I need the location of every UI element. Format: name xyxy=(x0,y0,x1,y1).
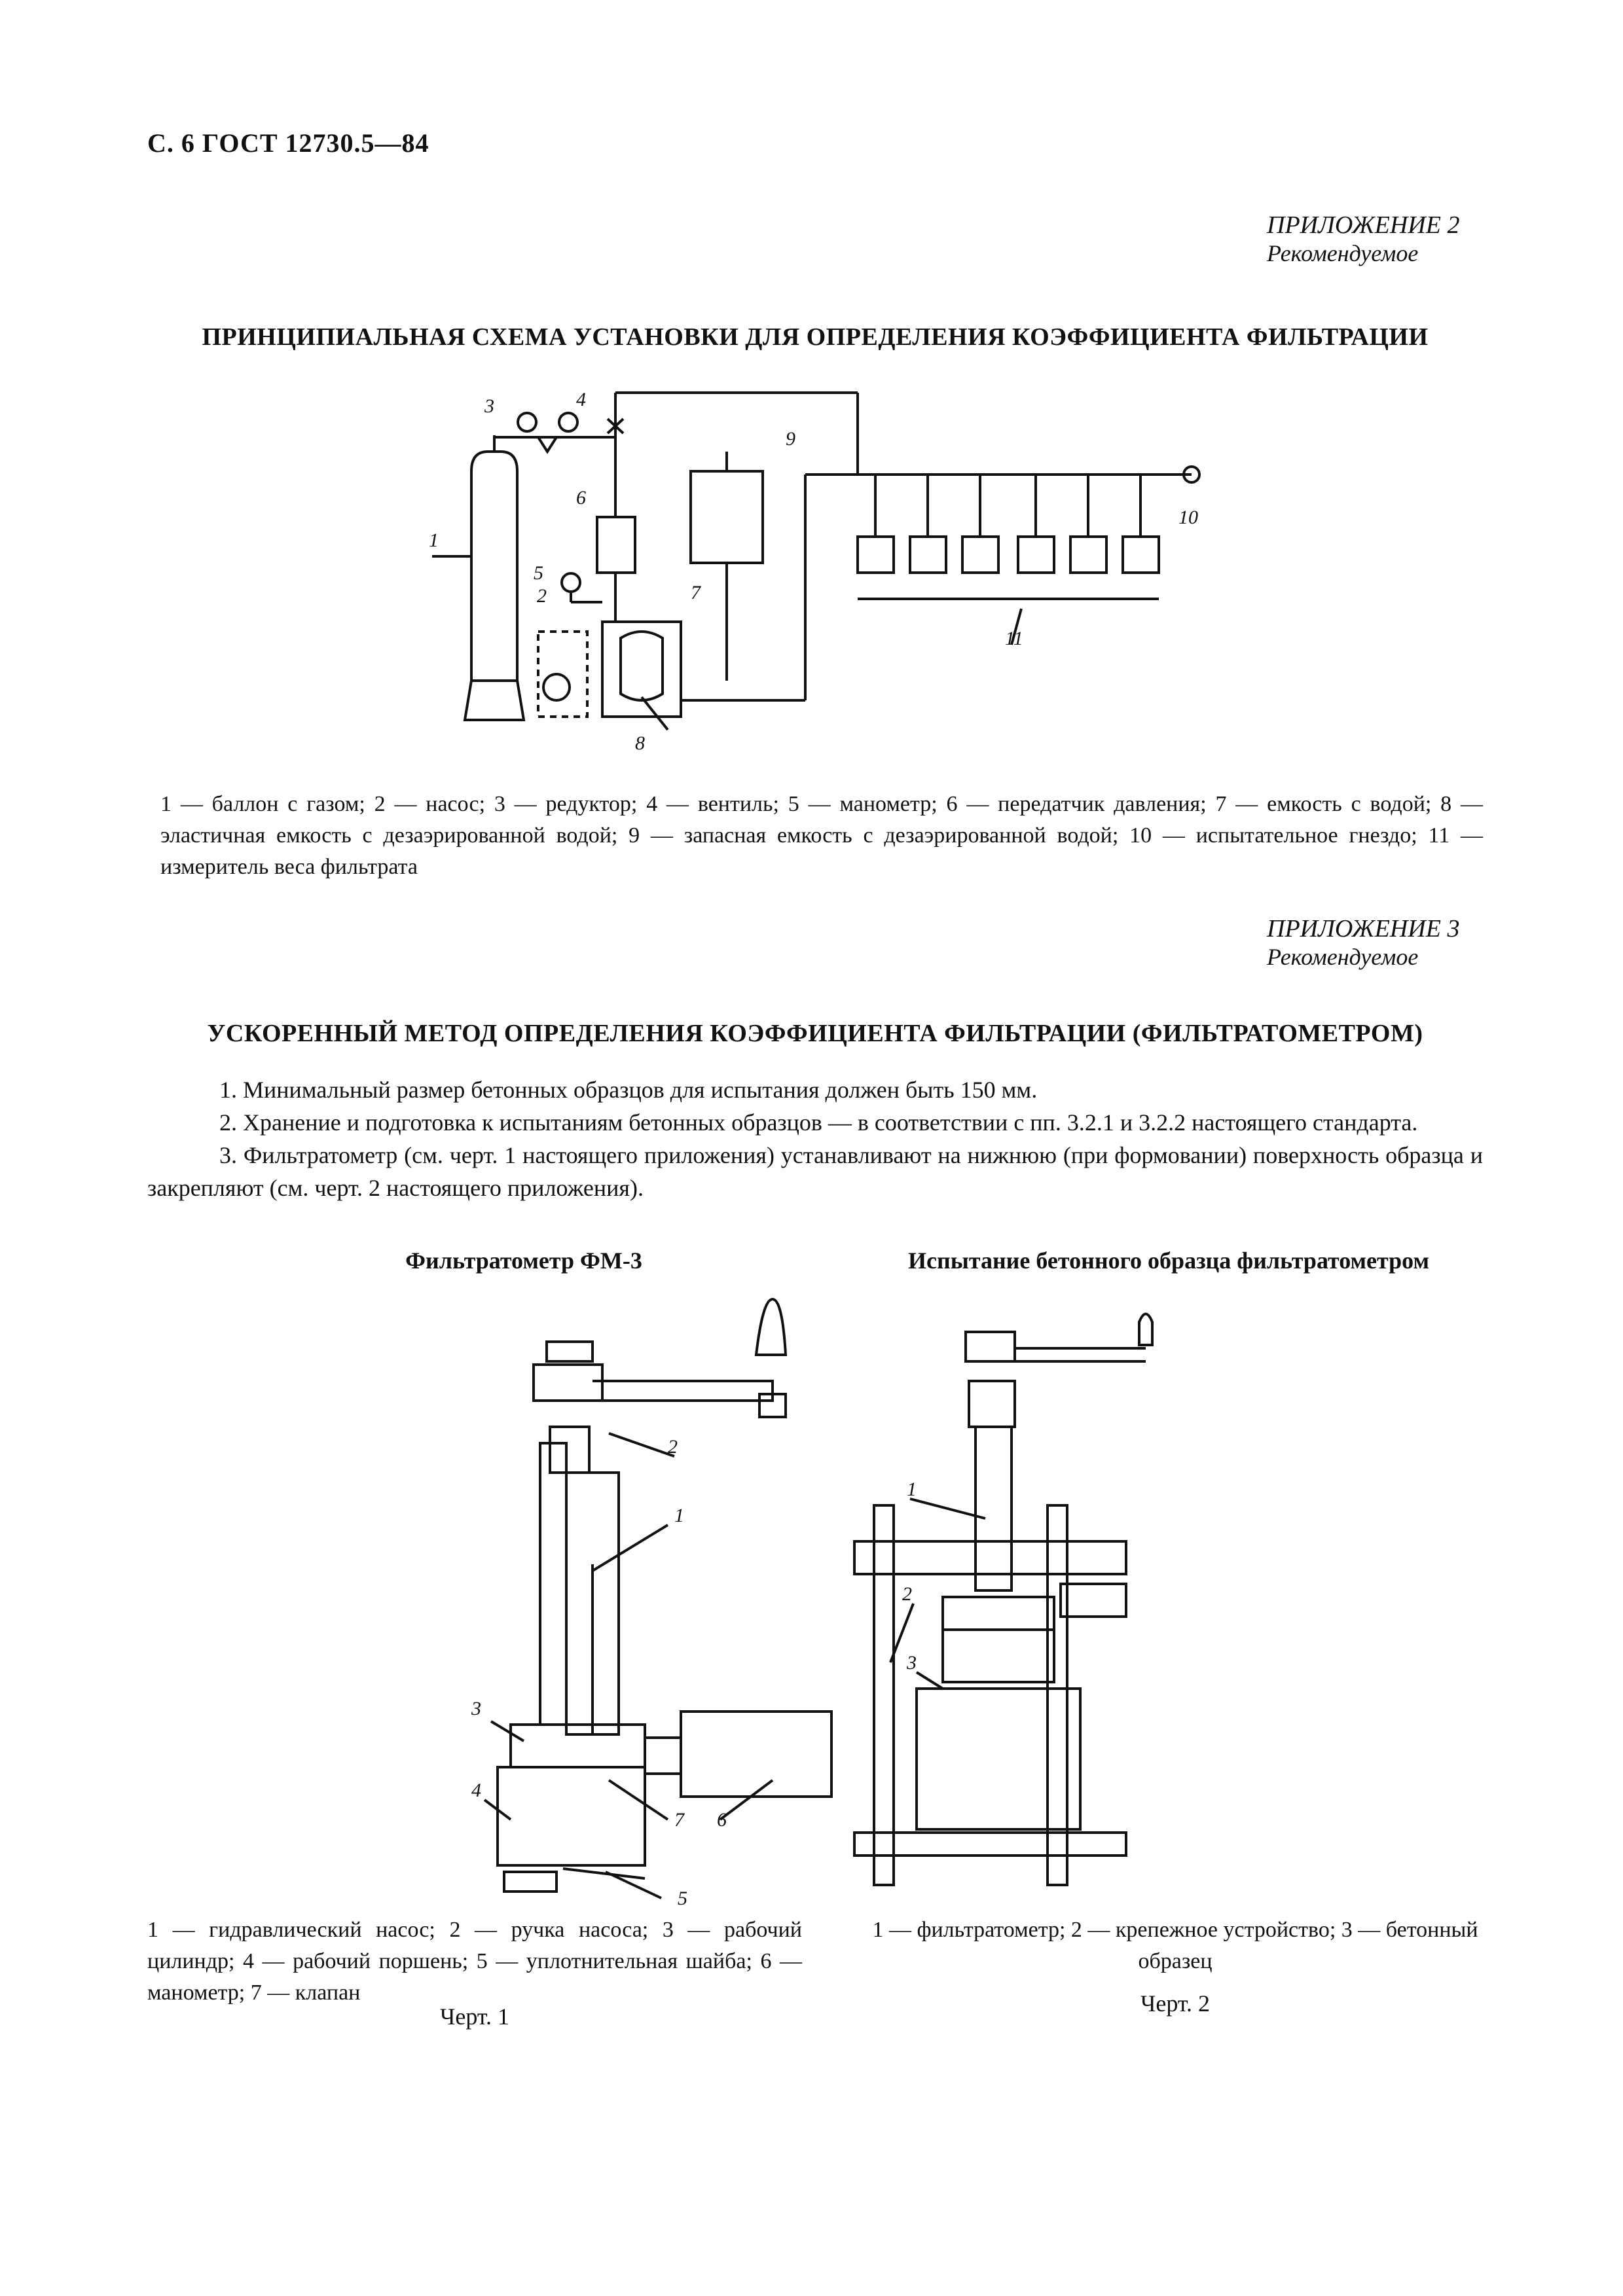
scheme-label-11: 11 xyxy=(1005,628,1023,649)
fig1-label-6: 6 xyxy=(717,1809,727,1831)
appendix-2-title: ПРИЛОЖЕНИЕ 2 xyxy=(1267,211,1460,239)
scheme-label-3: 3 xyxy=(484,395,494,417)
scheme-label-6: 6 xyxy=(576,487,586,509)
scheme-label-1: 1 xyxy=(429,529,439,551)
fig1-title: Фильтратометр ФМ-3 xyxy=(405,1247,642,1274)
page-header: С. 6 ГОСТ 12730.5—84 xyxy=(147,128,429,158)
fig1-label-1: 1 xyxy=(674,1505,684,1526)
appendix-3-title: ПРИЛОЖЕНИЕ 3 xyxy=(1267,915,1460,942)
appendix-3-status: Рекомендуемое xyxy=(1267,944,1419,970)
fig2-title: Испытание бетонного образца фильтратометром xyxy=(907,1247,1430,1274)
fig2-label-2: 2 xyxy=(902,1583,912,1605)
scheme-label-4: 4 xyxy=(576,389,586,410)
fig2-label-3: 3 xyxy=(907,1652,917,1674)
fig1-label-2: 2 xyxy=(668,1436,678,1458)
scheme-label-8: 8 xyxy=(635,732,645,754)
fig2-label-1: 1 xyxy=(907,1479,917,1500)
scheme-label-10: 10 xyxy=(1178,507,1198,528)
scheme-label-5: 5 xyxy=(534,562,543,584)
paragraph-2: 2. Хранение и подготовка к испытаниям бетонных образцов — в соответствии с пп. 3.2.1 и 3.2.2 настоящего стандарта. xyxy=(219,1109,1418,1136)
fig1-label-3: 3 xyxy=(471,1698,481,1719)
scheme-label-7: 7 xyxy=(691,582,701,603)
fig1-chert: Черт. 1 xyxy=(440,2003,509,2030)
fig1-label-7: 7 xyxy=(674,1809,684,1831)
paragraph-3: 3. Фильтратометр (см. черт. 1 настоящего приложения) устанавливают на нижнюю (при формовании) поверхность образца и закрепляют (см. черт. 2 настоящего приложения). xyxy=(147,1142,1483,1201)
fig1-legend: 1 — гидравлический насос; 2 — ручка насоса; 3 — рабочий цилиндр; 4 — рабочий поршень; 5 — уплотнительная шайба; 6 — манометр; 7 — клапан xyxy=(147,1918,802,2005)
fig1-label-5: 5 xyxy=(678,1888,687,1909)
method-heading: УСКОРЕННЫЙ МЕТОД ОПРЕДЕЛЕНИЯ КОЭФФИЦИЕНТА ФИЛЬТРАЦИИ (ФИЛЬТРАТОМЕТРОМ) xyxy=(207,1020,1423,1047)
scheme-heading: ПРИНЦИПИАЛЬНАЯ СХЕМА УСТАНОВКИ ДЛЯ ОПРЕДЕЛЕНИЯ КОЭФФИЦИЕНТА ФИЛЬТРАЦИИ xyxy=(202,323,1429,351)
fig1-label-4: 4 xyxy=(471,1780,481,1801)
scheme-label-9: 9 xyxy=(786,428,795,450)
fig2-legend: 1 — фильтратометр; 2 — крепежное устройство; 3 — бетонный образец xyxy=(872,1918,1478,1973)
scheme-label-2: 2 xyxy=(537,585,547,607)
scheme-legend: 1 — баллон с газом; 2 — насос; 3 — редуктор; 4 — вентиль; 5 — манометр; 6 — передатчик давления; 7 — емкость с водой; 8 — эластичная емкость с дезаэрированной водой; 9 — запасная емкость с дезаэрированной водой; 10 — испытательное гнездо; 11 — измеритель веса фильтрата xyxy=(160,792,1483,879)
fig2-chert: Черт. 2 xyxy=(1140,1990,1210,2017)
appendix-2-status: Рекомендуемое xyxy=(1267,240,1419,266)
paragraph-1: 1. Минимальный размер бетонных образцов для испытания должен быть 150 мм. xyxy=(219,1077,1038,1103)
